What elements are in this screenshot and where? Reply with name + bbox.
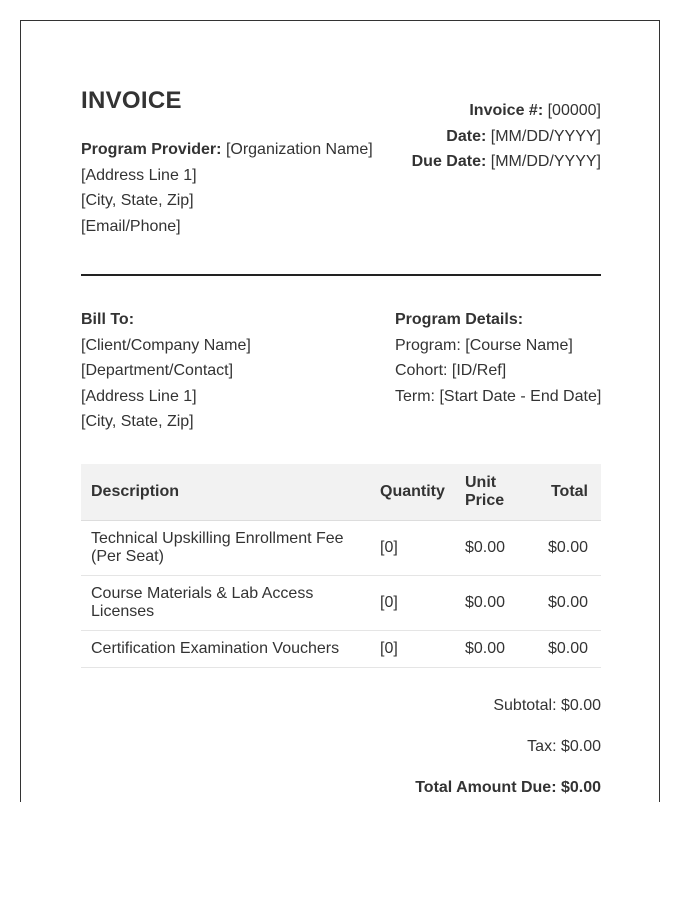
header-quantity: Quantity — [370, 464, 455, 521]
header-unit-price: Unit Price — [455, 464, 533, 521]
table-header-row — [81, 464, 601, 521]
row-unit-price: $0.00 — [455, 631, 533, 668]
subtotal: Subtotal: $0.00 — [493, 697, 601, 714]
table-row — [81, 631, 601, 668]
bill-to-label: Bill To: — [81, 311, 135, 328]
row-description: Technical Upskilling Enrollment Fee (Per Seat) — [81, 521, 370, 576]
row-total: $0.00 — [533, 631, 601, 668]
header-total: Total — [533, 464, 601, 521]
program-provider-block — [81, 137, 373, 239]
row-description: Certification Examination Vouchers — [81, 631, 370, 668]
provider-name: [Organization Name] — [225, 141, 373, 158]
row-description: Course Materials & Lab Access Licenses — [81, 576, 370, 631]
due-date-label: Due Date: — [411, 153, 487, 171]
provider-address: [Address Line 1] — [81, 166, 197, 184]
row-quantity: [0] — [370, 521, 455, 576]
invoice-number: [00000] — [547, 102, 601, 119]
total-amount-due: Total Amount Due: $0.00 — [415, 779, 601, 796]
row-total: $0.00 — [533, 521, 601, 576]
program-name: Program: [Course Name] — [395, 336, 573, 354]
invoice-date-label: Date: — [446, 127, 487, 145]
program-details-label: Program Details: — [395, 311, 524, 328]
due-date-line — [412, 149, 601, 175]
provider-contact: [Email/Phone] — [81, 217, 181, 235]
provider-city-state-zip: [City, State, Zip] — [81, 192, 194, 210]
invoice-meta-block — [412, 98, 601, 175]
header-description: Description — [81, 464, 370, 521]
bill-to-client: [Client/Company Name] — [81, 336, 251, 354]
invoice-title: INVOICE — [81, 87, 182, 114]
table-row — [81, 576, 601, 631]
line-items-table — [81, 464, 601, 668]
invoice-date: [MM/DD/YYYY] — [490, 127, 601, 145]
bill-to-address: [Address Line 1] — [81, 387, 197, 405]
bill-to-department: [Department/Contact] — [81, 362, 234, 380]
due-date: [MM/DD/YYYY] — [490, 153, 601, 171]
row-unit-price: $0.00 — [455, 521, 533, 576]
tax: Tax: $0.00 — [527, 738, 601, 755]
term: Term: [Start Date - End Date] — [395, 387, 602, 405]
header-divider — [81, 274, 601, 276]
row-quantity: [0] — [370, 631, 455, 668]
row-total: $0.00 — [533, 576, 601, 631]
table-row — [81, 521, 601, 576]
invoice-number-label: Invoice #: — [469, 102, 544, 119]
row-unit-price: $0.00 — [455, 576, 533, 631]
bill-to-block — [81, 307, 251, 435]
provider-name-line — [81, 137, 373, 163]
program-details-block — [395, 307, 601, 409]
totals-block — [415, 693, 601, 816]
row-quantity: [0] — [370, 576, 455, 631]
bill-to-city-state-zip: [City, State, Zip] — [81, 413, 194, 431]
provider-label: Program Provider: — [81, 141, 222, 158]
cohort: Cohort: [ID/Ref] — [395, 362, 507, 380]
invoice-number-line — [412, 98, 601, 124]
invoice-date-line — [412, 124, 601, 150]
invoice-page — [20, 20, 660, 802]
